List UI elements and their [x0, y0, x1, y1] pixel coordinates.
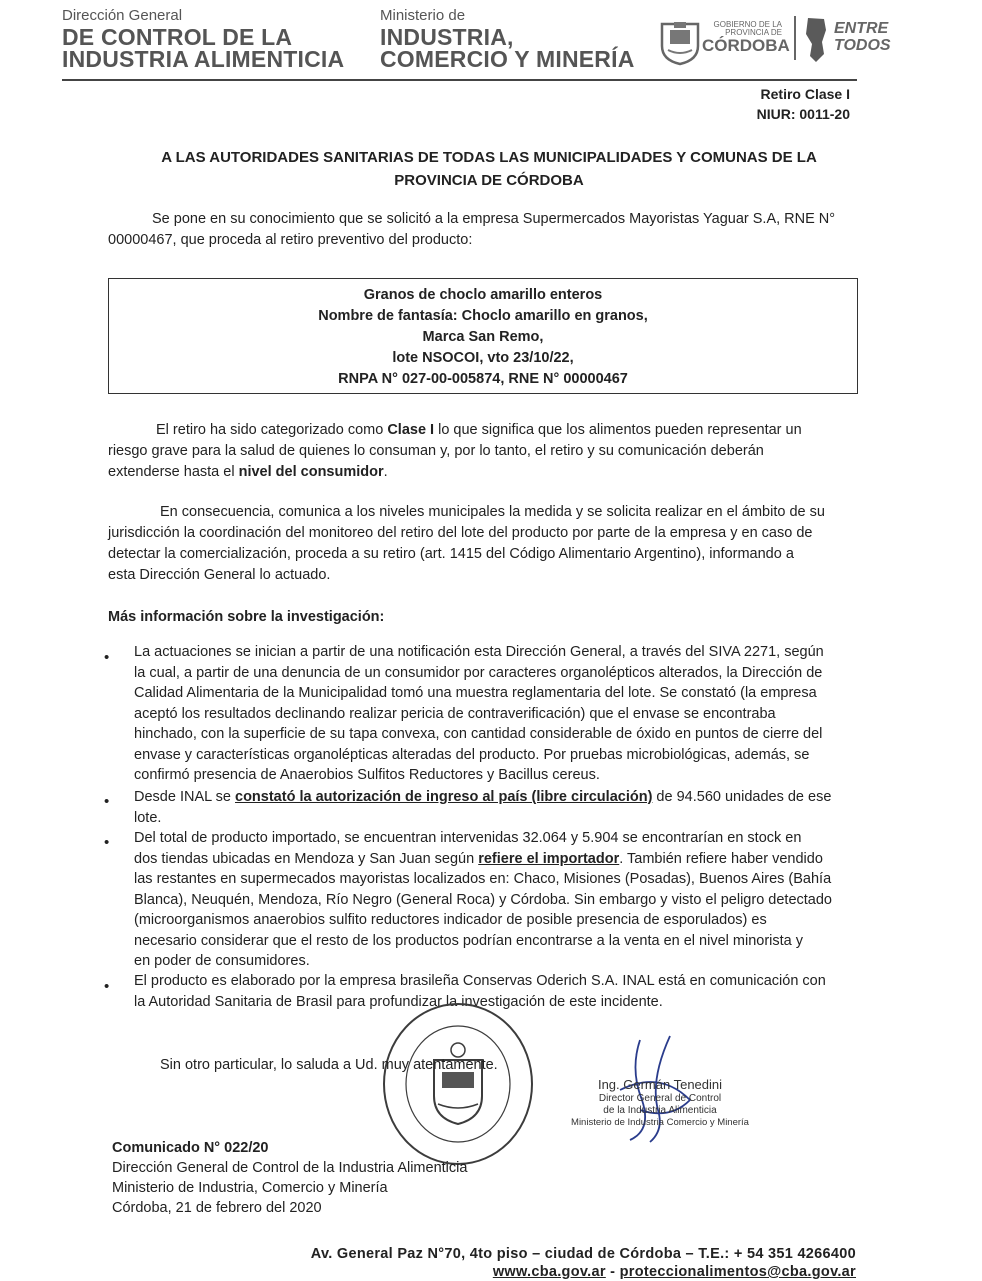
product-rnpa: RNPA N° 027-00-005874, RNE N° 00000467	[338, 371, 628, 387]
classification-line-3	[108, 462, 856, 483]
consequence-line-2: jurisdicción la coordinación del monitoreo del retiro del lote del producto por parte de la empresa y en caso de	[108, 525, 813, 541]
more-info-heading: Más información sobre la investigación:	[108, 609, 385, 625]
logo-divider	[794, 16, 796, 60]
bullet-1-line: Calidad Alimentaria de la Municipalidad tomó una muestra reglamentaria del lote. Se constató (la empresa	[134, 685, 817, 701]
bullet-3-line: las restantes en supermecados mayoristas localizados en: Chaco, Misiones (Posadas), Buenos Aires (Bahía	[134, 871, 832, 887]
bullet-1-line: confirmó presencia de Anaerobios Sulfitos Reductores y Bacillus cereus.	[134, 767, 600, 783]
bullet-dot-3: •	[104, 834, 110, 851]
gob-cordoba: CÓRDOBA	[702, 36, 790, 55]
bullet-dot-4: •	[104, 978, 110, 995]
bullet-2-text-b: de 94.560 unidades de ese	[652, 789, 832, 805]
bullet-3-line: necesario considerar que el resto de los productos podrían encontrarse a la venta en el nivel minorista y	[134, 932, 803, 949]
closing-line: Sin otro particular, lo saluda a Ud. muy atentamente.	[160, 1057, 498, 1073]
footer-links	[356, 1263, 856, 1281]
title-line-2: PROVINCIA DE CÓRDOBA	[394, 172, 584, 189]
gob-small-1: GOBIERNO DE LA	[713, 20, 782, 29]
bullet-1	[134, 642, 858, 786]
bullet-1-line: hinchado, con la superficie de su tapa convexa, con cantidad considerable de óxido en puntos de cierre del	[134, 726, 823, 742]
cordoba-shield-logo	[656, 16, 704, 66]
bullet-3-line: Blanca), Neuquén, Mendoza, Río Negro (General Roca) y Córdoba. Sin embargo y visto el peligro detectado	[134, 891, 832, 908]
header-min-line1: INDUSTRIA,	[380, 24, 514, 50]
bullet-2	[134, 787, 858, 828]
product-box	[108, 278, 858, 394]
bullet-3-line	[134, 849, 858, 870]
classification-line-1	[156, 420, 856, 441]
classification-text-a: El retiro ha sido categorizado como	[156, 422, 388, 438]
communique-date: Córdoba, 21 de febrero del 2020	[112, 1200, 322, 1216]
product-fantasy-name: Nombre de fantasía: Choclo amarillo en granos,	[318, 308, 648, 324]
class-label: Clase I	[387, 422, 435, 438]
product-name: Granos de choclo amarillo enteros	[363, 287, 603, 303]
classification-text-3c: .	[383, 464, 388, 480]
header-dg-line2: INDUSTRIA ALIMENTICIA	[62, 46, 345, 72]
bullet-3-line: Del total de producto importado, se encuentran intervenidas 32.064 y 5.904 se encontrarían en stock en	[134, 830, 802, 846]
consumer-level: nivel del consumidor	[238, 464, 384, 480]
official-seal	[378, 1000, 538, 1168]
signer-role-2: de la Industria Alimenticia	[603, 1105, 717, 1116]
consequence-line-4: esta Dirección General lo actuado.	[108, 567, 331, 583]
header-dg-line1: DE CONTROL DE LA	[62, 24, 293, 50]
consequence-line-1: En consecuencia, comunica a los niveles municipales la medida y se solicita realizar en el ámbito de su	[160, 504, 825, 520]
consequence-line-3: detectar la comercialización, proceda a su retiro (art. 1415 del Código Alimentario Argentino), informando a	[108, 546, 794, 562]
bullet-dot-1: •	[104, 649, 110, 666]
bullet-1-line: envase y características organolépticas alteradas del producto. Por pruebas microbiológicas, además, se	[134, 746, 810, 763]
bullet-3-line: (microorganismos anaerobios sulfito reductores indicador de posible presencia de esporulados) es	[134, 912, 767, 928]
header-min-small: Ministerio de	[380, 7, 466, 24]
retiro-class: Retiro Clase I	[760, 86, 850, 102]
slogan-todos: TODOS	[834, 37, 891, 54]
niur-number: NIUR: 0011-20	[756, 106, 850, 122]
title-line-1: A LAS AUTORIDADES SANITARIAS DE TODAS LAS MUNICIPALIDADES Y COMUNAS DE LA	[161, 149, 817, 166]
signer-role-1: Director General de Control	[598, 1093, 722, 1104]
bullet-1-line: la cual, a partir de una denuncia de un consumidor por caracteres organolépticos alterados, la Dirección de	[134, 664, 823, 681]
bullet-4-line: El producto es elaborado por la empresa brasileña Conservas Oderich S.A. INAL está en comunicación con	[134, 973, 826, 989]
bullet-4-line: la Autoridad Sanitaria de Brasil para profundizar la investigación de este incidente.	[134, 993, 663, 1010]
communique-line-2: Ministerio de Industria, Comercio y Minería	[112, 1180, 388, 1196]
footer-email-link[interactable]: proteccionalimentos@cba.gov.ar	[619, 1264, 856, 1280]
cordoba-map-icon	[802, 16, 830, 64]
classification-text-c: lo que significa que los alimentos pueden representar un	[434, 422, 802, 438]
bullet-dot-2: •	[104, 793, 110, 810]
signer-role-3: Ministerio de Industria Comercio y Minería	[571, 1117, 749, 1128]
intro-line-2: 00000467, que proceda al retiro preventivo del producto:	[108, 232, 473, 248]
product-brand: Marca San Remo,	[422, 329, 544, 345]
header-separator	[62, 79, 857, 81]
intro-line-1: Se pone en su conocimiento que se solicitó a la empresa Supermercados Mayoristas Yaguar S.A, RNE N°	[152, 211, 836, 227]
bullet-3	[134, 828, 858, 972]
bullet-3-underlined: refiere el importador	[478, 850, 620, 867]
classification-line-2: riesgo grave para la salud de quienes lo consuman y, por lo tanto, el retiro y su comunicación deberán	[108, 443, 764, 459]
footer-web-link[interactable]: www.cba.gov.ar	[492, 1264, 606, 1280]
gob-small-2: PROVINCIA DE	[725, 28, 782, 37]
bullet-3-line: en poder de consumidores.	[134, 953, 310, 969]
footer-address: Av. General Paz N°70, 4to piso – ciudad de Córdoba – T.E.: + 54 351 4266400	[310, 1246, 856, 1262]
header-min-line2: COMERCIO Y MINERÍA	[380, 46, 635, 72]
bullet-2-text-a: Desde INAL se	[134, 789, 236, 805]
bullet-2-underlined: constató la autorización de ingreso al país (libre circulación)	[235, 789, 653, 805]
communique-number: Comunicado N° 022/20	[112, 1140, 269, 1156]
bullet-3-text-a: dos tiendas ubicadas en Mendoza y San Juan según	[134, 850, 479, 867]
product-lot: lote NSOCOI, vto 23/10/22,	[392, 350, 574, 366]
bullet-2-line: lote.	[134, 809, 162, 826]
footer-sep: -	[605, 1264, 620, 1280]
bullet-1-line: La actuaciones se inician a partir de una notificación esta Dirección General, a través del SIVA 2271, según	[134, 644, 824, 660]
header-dg-small: Dirección General	[62, 7, 183, 24]
bullet-3-text-b: . También refiere haber vendido	[619, 850, 823, 867]
slogan-entre: ENTRE	[834, 20, 889, 37]
classification-text-3a: extenderse hasta el	[108, 464, 239, 480]
bullet-2-line	[134, 787, 858, 808]
bullet-1-line: aceptó los resultados declinando realizar pericia de contraverificación) que el envase se encontraba	[134, 705, 776, 722]
signer-name: Ing. Germán Tenedini	[597, 1077, 723, 1092]
communique-line-1: Dirección General de Control de la Industria Alimenticia	[112, 1160, 468, 1176]
